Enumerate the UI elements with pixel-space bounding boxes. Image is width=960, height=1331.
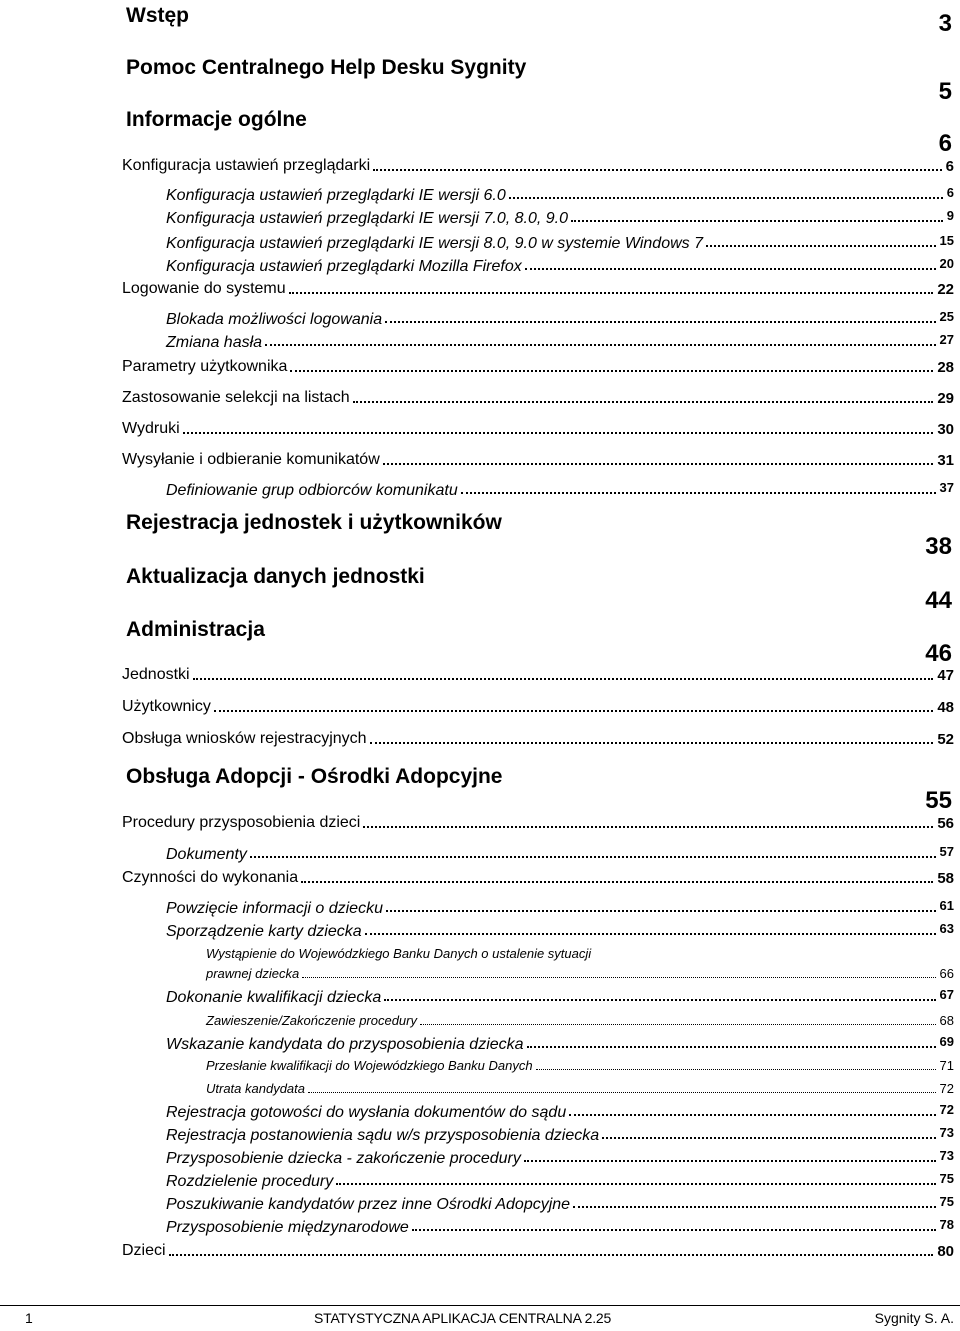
toc-leader: [336, 1183, 935, 1185]
toc-entry[interactable]: [166, 210, 954, 228]
footer-document-title: STATYSTYCZNA APLIKACJA CENTRALNA 2.25: [314, 1310, 612, 1326]
toc-leader: [265, 344, 935, 346]
toc-entry[interactable]: [122, 358, 954, 376]
footer-company: Sygnity S. A.: [874, 1310, 954, 1326]
toc-heading-title: Aktualizacja danych jednostki: [126, 565, 425, 588]
toc-entry[interactable]: [166, 311, 954, 329]
toc-leader: [290, 370, 933, 372]
toc-heading-general[interactable]: [126, 104, 952, 157]
toc-page-number: 6: [938, 130, 952, 157]
toc-entry-title: Konfiguracja ustawień przeglądarki: [122, 157, 371, 174]
toc-page-number: 44: [925, 587, 952, 614]
toc-page-number: 28: [937, 359, 954, 376]
toc-leader: [373, 169, 942, 171]
toc-entry[interactable]: [122, 730, 954, 748]
toc-entry-title: Wskazanie kandydata do przysposobienia dziecka: [166, 1036, 524, 1053]
toc-leader: [183, 432, 934, 434]
toc-entry-title: Blokada możliwości logowania: [166, 311, 383, 328]
toc-entry[interactable]: [206, 1081, 954, 1096]
toc-entry-title: Rejestracja gotowości do wysłania dokumentów do sądu: [166, 1104, 567, 1121]
toc-entry-title: Czynności do wykonania: [122, 869, 299, 886]
toc-entry[interactable]: [166, 235, 954, 253]
toc-page-number: 67: [939, 987, 954, 1002]
toc-entry-title: Dokonanie kwalifikacji dziecka: [166, 989, 382, 1006]
toc-leader: [363, 826, 933, 828]
toc-entry[interactable]: [166, 846, 954, 864]
toc-entry-title: Powzięcie informacji o dziecku: [166, 900, 383, 917]
toc-entry[interactable]: [122, 280, 954, 298]
toc-entry-title: Definiowanie grup odbiorców komunikatu: [166, 482, 458, 499]
toc-entry-title: Konfiguracja ustawień przeglądarki IE wersji 8.0, 9.0 w systemie Windows 7: [166, 235, 703, 252]
toc-page-number: 75: [939, 1194, 954, 1209]
toc-page-number: 3: [938, 10, 952, 37]
toc-entry-title: Konfiguracja ustawień przeglądarki IE wersji 6.0: [166, 187, 506, 204]
toc-heading-adoption[interactable]: [126, 761, 952, 814]
toc-page-number: 22: [937, 281, 954, 298]
toc-page-number: 63: [939, 921, 954, 936]
toc-entry[interactable]: [122, 869, 954, 887]
toc-entry-title: Dokumenty: [166, 846, 247, 863]
toc-entry-title: Logowanie do systemu: [122, 280, 286, 297]
toc-page-number: 31: [937, 452, 954, 469]
toc-heading-help[interactable]: [126, 52, 952, 105]
toc-entry[interactable]: [166, 482, 954, 500]
toc-leader: [420, 1024, 936, 1025]
toc-heading-title: Pomoc Centralnego Help Desku Sygnity: [126, 56, 527, 79]
toc-page-number: 78: [939, 1217, 954, 1232]
toc-leader: [302, 977, 935, 978]
toc-page-number: 47: [937, 667, 954, 684]
toc-leader: [525, 268, 936, 270]
toc-leader: [706, 245, 936, 247]
toc-entry[interactable]: [166, 258, 954, 276]
toc-leader: [536, 1069, 936, 1070]
toc-leader: [385, 321, 935, 323]
toc-page-number: 52: [937, 731, 954, 748]
toc-page-number: 73: [939, 1148, 954, 1163]
toc-page-number: 20: [939, 256, 954, 271]
toc-entry[interactable]: [122, 814, 954, 832]
toc-page-number: 80: [937, 1243, 954, 1260]
toc-leader: [370, 742, 934, 744]
toc-page-number: 9: [946, 208, 954, 223]
toc-entry[interactable]: [122, 666, 954, 684]
toc-leader: [289, 292, 934, 294]
toc-entry[interactable]: [166, 923, 954, 941]
toc-entry-title: Zmiana hasła: [166, 334, 263, 351]
toc-page-number: 61: [939, 898, 954, 913]
toc-leader: [353, 401, 934, 403]
toc-page-number: 68: [939, 1013, 954, 1028]
toc-entry-title: Dzieci: [122, 1242, 166, 1259]
toc-entry-title: Wysyłanie i odbieranie komunikatów: [122, 451, 380, 468]
toc-entry[interactable]: [122, 698, 954, 716]
toc-page-number: 37: [939, 480, 954, 495]
toc-entry[interactable]: [122, 420, 954, 438]
footer-page-number: 1: [25, 1310, 33, 1326]
toc-page-number: 57: [939, 844, 954, 859]
toc-leader: [569, 1114, 935, 1116]
toc-leader: [383, 463, 934, 465]
toc-entry-title: Konfiguracja ustawień przeglądarki IE wersji 7.0, 8.0, 9.0: [166, 210, 568, 227]
toc-entry[interactable]: [166, 334, 954, 352]
toc-entry-title: Procedury przysposobienia dzieci: [122, 814, 361, 831]
toc-entry-title: Jednostki: [122, 666, 190, 683]
toc-page-number: 15: [939, 233, 954, 248]
toc-entry-title: Sporządzenie karty dziecka: [166, 923, 362, 940]
toc-entry[interactable]: [166, 1104, 954, 1122]
toc-entry-title: Przysposobienie międzynarodowe: [166, 1219, 409, 1236]
toc-page-number: 30: [937, 421, 954, 438]
toc-page-number: 66: [939, 966, 954, 981]
toc-entry[interactable]: [166, 989, 954, 1007]
toc-leader: [301, 881, 933, 883]
toc-heading-title: Obsługa Adopcji - Ośrodki Adopcyjne: [126, 765, 503, 788]
toc-heading-intro[interactable]: [126, 0, 952, 37]
toc-leader: [193, 678, 934, 680]
toc-entry[interactable]: [166, 1219, 954, 1237]
toc-entry[interactable]: [166, 900, 954, 918]
toc-entry[interactable]: [206, 1013, 954, 1028]
toc-entry[interactable]: [166, 1173, 954, 1191]
toc-leader: [524, 1160, 936, 1162]
toc-entry-title: Zawieszenie/Zakończenie procedury: [206, 1013, 417, 1028]
toc-page-number: 46: [925, 640, 952, 667]
toc-leader: [509, 197, 943, 199]
toc-heading-update[interactable]: [126, 561, 952, 614]
toc-page-number: 72: [939, 1102, 954, 1117]
toc-entry[interactable]: [206, 1058, 954, 1073]
toc-leader: [384, 999, 935, 1001]
toc-heading-registration[interactable]: [126, 507, 952, 560]
toc-page-number: 58: [937, 870, 954, 887]
toc-leader: [602, 1137, 935, 1139]
toc-page-number: 27: [939, 332, 954, 347]
toc-leader: [250, 856, 936, 858]
toc-entry-title: Przysposobienie dziecka - zakończenie procedury: [166, 1150, 521, 1167]
toc-entry-title: Utrata kandydata: [206, 1081, 306, 1096]
toc-entry-title: Przesłanie kwalifikacji do Wojewódzkiego Banku Danych: [206, 1058, 533, 1073]
toc-leader: [571, 220, 943, 222]
toc-page-number: 5: [938, 78, 952, 105]
toc-heading-title: Informacje ogólne: [126, 108, 307, 131]
toc-page-number: 69: [939, 1034, 954, 1049]
toc-leader: [308, 1092, 936, 1093]
toc-entry-title-line1: Wystąpienie do Wojewódzkiego Banku Danych o ustalenie sytuacji: [206, 946, 592, 961]
toc-page-number: 72: [939, 1081, 954, 1096]
toc-entry[interactable]: [166, 1150, 954, 1168]
toc-page-number: 6: [946, 185, 954, 200]
toc-entry[interactable]: [122, 451, 954, 469]
toc-leader: [214, 710, 933, 712]
toc-page-number: 55: [925, 787, 952, 814]
toc-entry[interactable]: [166, 1036, 954, 1054]
toc-page-number: 56: [937, 815, 954, 832]
toc-entry-title: Rejestracja postanowienia sądu w/s przysposobienia dziecka: [166, 1127, 600, 1144]
toc-entry-title: Wydruki: [122, 420, 180, 437]
toc-leader: [365, 933, 936, 935]
toc-page-number: 48: [937, 699, 954, 716]
toc-entry[interactable]: [122, 389, 954, 407]
toc-leader: [461, 492, 936, 494]
toc-entry-title: Zastosowanie selekcji na listach: [122, 389, 350, 406]
toc-entry-title: Poszukiwanie kandydatów przez inne Ośrodki Adopcyjne: [166, 1196, 571, 1213]
toc-page-number: 6: [945, 158, 954, 175]
toc-page-number: 25: [939, 309, 954, 324]
toc-page-number: 73: [939, 1125, 954, 1140]
toc-heading-title: Administracja: [126, 618, 265, 641]
toc-heading-title: Wstęp: [126, 4, 189, 27]
toc-entry-title: Rozdzielenie procedury: [166, 1173, 334, 1190]
toc-heading-admin[interactable]: [126, 614, 952, 667]
toc-entry[interactable]: [206, 966, 954, 981]
toc-entry[interactable]: [122, 1242, 954, 1260]
toc-entry-title: Użytkownicy: [122, 698, 211, 715]
toc-heading-title: Rejestracja jednostek i użytkowników: [126, 511, 502, 534]
toc-entry-title: Parametry użytkownika: [122, 358, 288, 375]
footer-divider: [0, 1305, 960, 1306]
toc-leader: [527, 1046, 936, 1048]
toc-page-number: 29: [937, 390, 954, 407]
toc-leader: [169, 1254, 934, 1256]
toc-entry[interactable]: [166, 1196, 954, 1214]
toc-entry-title: Konfiguracja ustawień przeglądarki Mozilla Firefox: [166, 258, 522, 275]
toc-entry[interactable]: [166, 1127, 954, 1145]
toc-entry-title: prawnej dziecka: [206, 966, 300, 981]
toc-page-number: 38: [925, 533, 952, 560]
toc-entry[interactable]: [166, 187, 954, 205]
toc-page-number: 71: [939, 1058, 954, 1073]
toc-entry-title: Obsługa wniosków rejestracyjnych: [122, 730, 367, 747]
toc-entry[interactable]: [122, 157, 954, 175]
toc-page-number: 75: [939, 1171, 954, 1186]
toc-leader: [412, 1229, 936, 1231]
toc-leader: [386, 910, 936, 912]
toc-leader: [573, 1206, 935, 1208]
